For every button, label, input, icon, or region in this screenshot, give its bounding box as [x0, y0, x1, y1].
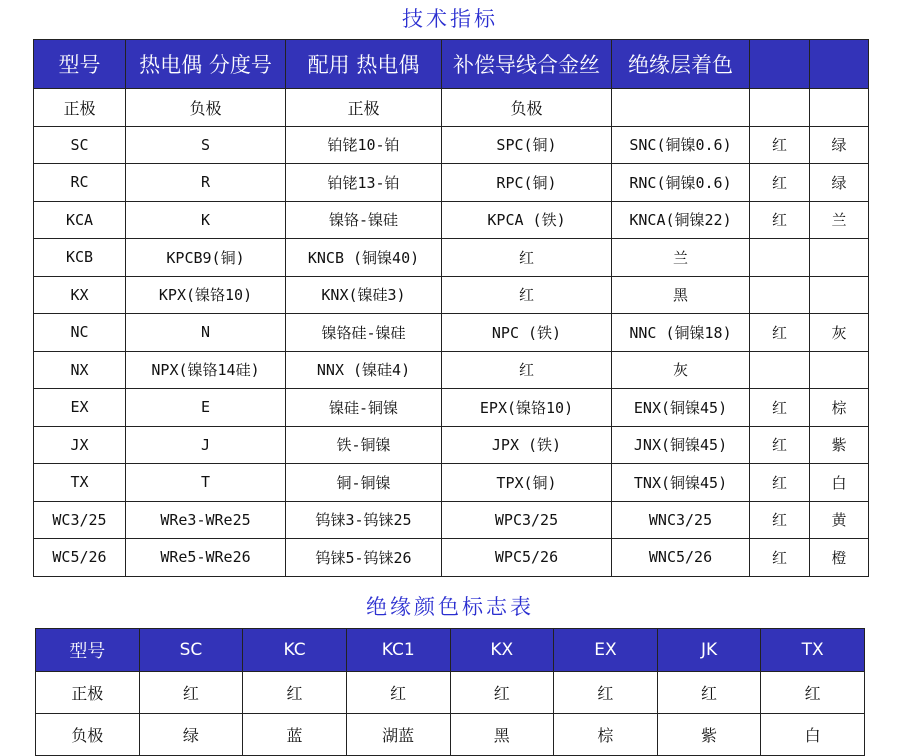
spec-cell: KNCA(铜镍22): [612, 201, 750, 239]
spec-cell: T: [126, 464, 286, 502]
spec-cell: 黑: [612, 276, 750, 314]
color-row-label: 正极: [36, 672, 140, 714]
spec-cell: 钨铼5-钨铼26: [286, 539, 442, 577]
spec-cell: 兰: [810, 201, 869, 239]
color-cell: 黑: [450, 714, 554, 756]
spec-cell: 绿: [810, 126, 869, 164]
color-header-cell: KX: [450, 629, 554, 672]
color-row: [36, 714, 865, 756]
color-cell: 蓝: [243, 714, 347, 756]
spec-cell: E: [126, 389, 286, 427]
color-header-cell: TX: [761, 629, 865, 672]
subheader-cell: [810, 89, 869, 127]
spec-cell: TNX(铜镍45): [612, 464, 750, 502]
spec-cell: NNX (镍硅4): [286, 351, 442, 389]
spec-cell: NX: [34, 351, 126, 389]
spec-cell: 红: [750, 501, 810, 539]
spec-cell: N: [126, 314, 286, 352]
spec-row: [34, 464, 869, 502]
spec-row: [34, 314, 869, 352]
spec-table: [33, 39, 869, 577]
color-cell: 湖蓝: [346, 714, 450, 756]
color-header-model: 型号: [36, 629, 140, 672]
color-header-cell: JK: [657, 629, 761, 672]
spec-cell: 黄: [810, 501, 869, 539]
spec-cell: KX: [34, 276, 126, 314]
spec-cell: 镍铬硅-镍硅: [286, 314, 442, 352]
spec-row: [34, 126, 869, 164]
spec-cell: KCB: [34, 239, 126, 277]
spec-cell: 灰: [612, 351, 750, 389]
spec-cell: 灰: [810, 314, 869, 352]
spec-cell: 铂铑10-铂: [286, 126, 442, 164]
spec-cell: NPX(镍铬14硅): [126, 351, 286, 389]
spec-cell: 红: [750, 201, 810, 239]
spec-cell: K: [126, 201, 286, 239]
color-cell: 红: [761, 672, 865, 714]
spec-cell: RNC(铜镍0.6): [612, 164, 750, 202]
spec-row: [34, 351, 869, 389]
spec-header-row: [34, 40, 869, 89]
color-header-row: [36, 629, 865, 672]
spec-cell: 绿: [810, 164, 869, 202]
spec-row: [34, 501, 869, 539]
spec-cell: 紫: [810, 426, 869, 464]
spec-cell: 红: [750, 314, 810, 352]
subheader-cell: [750, 89, 810, 127]
spec-cell: [750, 351, 810, 389]
insulation-color-table: [35, 628, 865, 756]
spec-cell: TX: [34, 464, 126, 502]
spec-header-blank: [810, 40, 869, 89]
color-cell: 红: [554, 672, 658, 714]
spec-cell: ENX(铜镍45): [612, 389, 750, 427]
spec-cell: [750, 239, 810, 277]
color-cell: 绿: [139, 714, 243, 756]
spec-cell: EX: [34, 389, 126, 427]
spec-cell: JPX (铁): [442, 426, 612, 464]
spec-cell: SNC(铜镍0.6): [612, 126, 750, 164]
spec-cell: 红: [750, 126, 810, 164]
spec-cell: [810, 239, 869, 277]
spec-header-thermocouple: 配用 热电偶: [286, 40, 442, 89]
spec-cell: KPX(镍铬10): [126, 276, 286, 314]
spec-cell: 橙: [810, 539, 869, 577]
spec-cell: KPCB9(铜): [126, 239, 286, 277]
color-row: [36, 672, 865, 714]
spec-cell: 镍硅-铜镍: [286, 389, 442, 427]
subheader-cell: 负极: [442, 89, 612, 127]
spec-cell: 红: [750, 164, 810, 202]
spec-cell: 红: [442, 239, 612, 277]
spec-header-model: 型号: [34, 40, 126, 89]
spec-cell: RC: [34, 164, 126, 202]
spec-cell: 铂铑13-铂: [286, 164, 442, 202]
spec-cell: J: [126, 426, 286, 464]
spec-header-graduation: 热电偶 分度号: [126, 40, 286, 89]
color-cell: 红: [243, 672, 347, 714]
spec-row: [34, 389, 869, 427]
spec-cell: 红: [750, 539, 810, 577]
spec-cell: 钨铼3-钨铼25: [286, 501, 442, 539]
spec-row: [34, 539, 869, 577]
color-header-cell: SC: [139, 629, 243, 672]
subheader-cell: 正极: [286, 89, 442, 127]
spec-cell: RPC(铜): [442, 164, 612, 202]
spec-cell: [750, 276, 810, 314]
spec-cell: KNCB (铜镍40): [286, 239, 442, 277]
spec-cell: NPC (铁): [442, 314, 612, 352]
color-cell: 红: [139, 672, 243, 714]
spec-cell: SC: [34, 126, 126, 164]
subheader-cell: [612, 89, 750, 127]
spec-cell: TPX(铜): [442, 464, 612, 502]
spec-cell: [810, 351, 869, 389]
spec-cell: 兰: [612, 239, 750, 277]
spec-cell: KPCA (铁): [442, 201, 612, 239]
spec-cell: 镍铬-镍硅: [286, 201, 442, 239]
color-cell: 白: [761, 714, 865, 756]
color-cell: 红: [346, 672, 450, 714]
color-header-cell: KC1: [346, 629, 450, 672]
spec-cell: JX: [34, 426, 126, 464]
color-cell: 红: [450, 672, 554, 714]
color-cell: 棕: [554, 714, 658, 756]
spec-cell: 铜-铜镍: [286, 464, 442, 502]
spec-cell: NC: [34, 314, 126, 352]
spec-cell: [810, 276, 869, 314]
spec-cell: WNC3/25: [612, 501, 750, 539]
spec-cell: 红: [750, 389, 810, 427]
spec-cell: NNC (铜镍18): [612, 314, 750, 352]
spec-cell: S: [126, 126, 286, 164]
spec-cell: WNC5/26: [612, 539, 750, 577]
spec-row: [34, 276, 869, 314]
spec-cell: EPX(镍铬10): [442, 389, 612, 427]
subheader-cell: 正极: [34, 89, 126, 127]
subheader-cell: 负极: [126, 89, 286, 127]
spec-table-title: 技术指标: [402, 7, 498, 31]
spec-row: [34, 201, 869, 239]
color-header-cell: EX: [554, 629, 658, 672]
spec-cell: 红: [442, 276, 612, 314]
spec-header-insulation-color: 绝缘层着色: [612, 40, 750, 89]
spec-row: [34, 164, 869, 202]
spec-cell: KCA: [34, 201, 126, 239]
spec-cell: 铁-铜镍: [286, 426, 442, 464]
spec-cell: JNX(铜镍45): [612, 426, 750, 464]
spec-cell: WPC5/26: [442, 539, 612, 577]
spec-cell: R: [126, 164, 286, 202]
spec-subheader-row: [34, 89, 869, 127]
spec-cell: SPC(铜): [442, 126, 612, 164]
spec-cell: KNX(镍硅3): [286, 276, 442, 314]
spec-cell: 红: [442, 351, 612, 389]
spec-header-blank: [750, 40, 810, 89]
spec-cell: WC3/25: [34, 501, 126, 539]
spec-cell: 白: [810, 464, 869, 502]
spec-cell: 红: [750, 464, 810, 502]
color-header-cell: KC: [243, 629, 347, 672]
spec-cell: WC5/26: [34, 539, 126, 577]
spec-cell: WPC3/25: [442, 501, 612, 539]
spec-cell: WRe5-WRe26: [126, 539, 286, 577]
color-row-label: 负极: [36, 714, 140, 756]
spec-header-alloy-wire: 补偿导线合金丝: [442, 40, 612, 89]
color-table-title: 绝缘颜色标志表: [366, 595, 534, 619]
spec-cell: 棕: [810, 389, 869, 427]
spec-row: [34, 239, 869, 277]
spec-cell: WRe3-WRe25: [126, 501, 286, 539]
color-cell: 红: [657, 672, 761, 714]
color-cell: 紫: [657, 714, 761, 756]
spec-row: [34, 426, 869, 464]
spec-cell: 红: [750, 426, 810, 464]
